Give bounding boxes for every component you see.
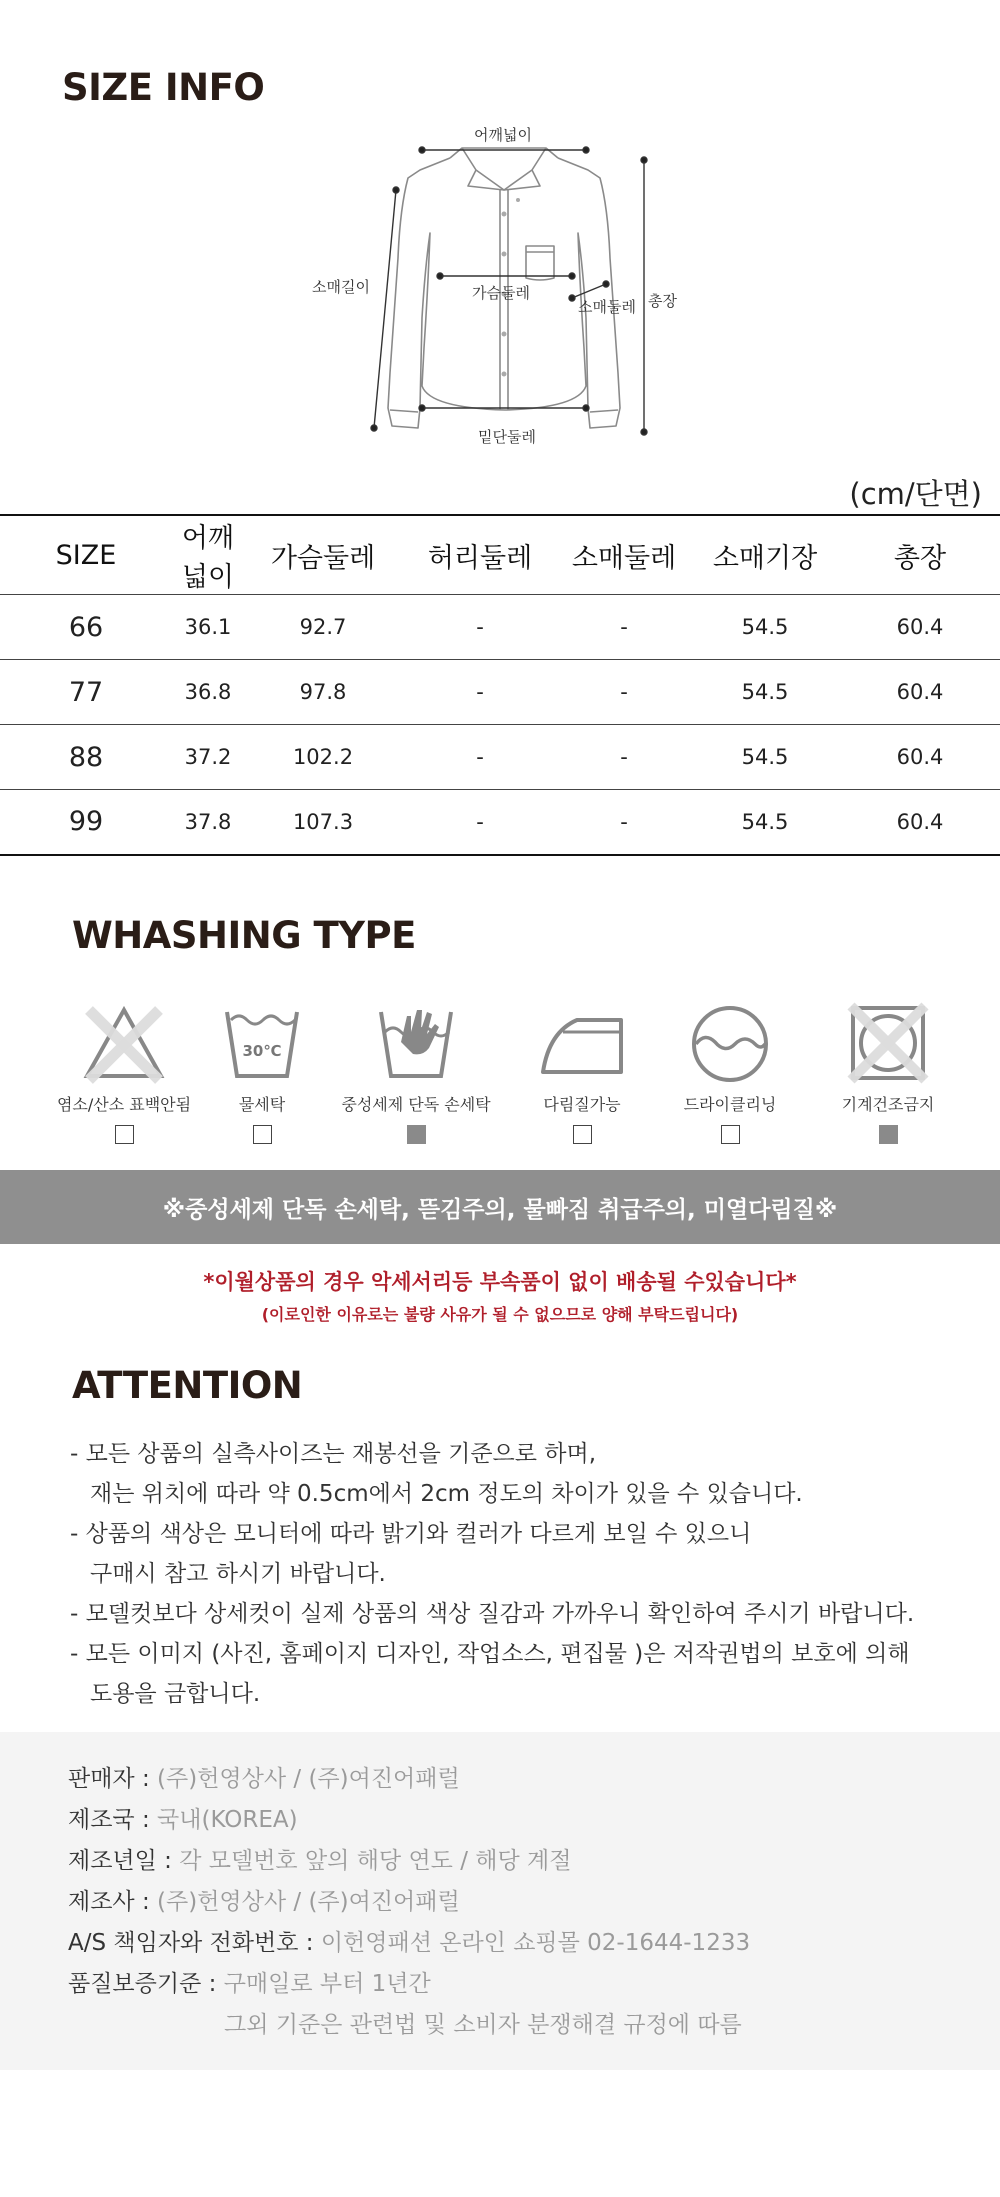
wash-checkbox: [115, 1125, 134, 1144]
info-row-country: [68, 1805, 298, 1835]
cell-sleeve-circ: -: [558, 790, 690, 855]
cell-shoulder: 37.8: [172, 790, 244, 855]
header-waist: 허리둘레: [402, 515, 558, 595]
table-row: [0, 595, 1000, 660]
info-key: 판매자 :: [68, 1766, 158, 1792]
info-row-other-standard: [224, 2010, 742, 2040]
header-chest: 가슴둘레: [244, 515, 402, 595]
attention-line: 재는 위치에 따라 약 0.5cm에서 2cm 정도의 차이가 있을 수 있습니다.: [90, 1481, 803, 1507]
cell-total-length: 60.4: [840, 660, 1000, 725]
seller-info-box: [0, 1732, 1000, 2070]
info-key: 품질보증기준 :: [68, 1971, 224, 1997]
cell-sleeve-circ: -: [558, 725, 690, 790]
no-tumble-dry-icon: [843, 1002, 933, 1086]
cell-sleeve-length: 54.5: [690, 660, 840, 725]
machine-wash-icon: [217, 1002, 307, 1086]
header-sleeve-circ: 소매둘레: [558, 515, 690, 595]
wash-label: 기계건조금지: [841, 1095, 935, 1114]
cell-total-length: 60.4: [840, 725, 1000, 790]
diagram-label-total-length: 총장: [648, 292, 677, 310]
header-total-length: 총장: [840, 515, 1000, 595]
cell-chest: 107.3: [244, 790, 402, 855]
info-value: 이헌영패션 온라인 쇼핑몰 02-1644-1233: [320, 1930, 751, 1956]
attention-line: 구매시 참고 하시기 바랍니다.: [90, 1561, 386, 1587]
hand-wash-icon: [371, 1002, 461, 1086]
info-value: 국내(KOREA): [157, 1807, 298, 1833]
cell-waist: -: [402, 725, 558, 790]
wash-label: 물세탁: [238, 1095, 286, 1114]
wash-checkbox-checked: [879, 1125, 898, 1144]
info-key: 제조국 :: [68, 1807, 158, 1833]
header-size: SIZE: [0, 515, 172, 595]
cell-chest: 97.8: [244, 660, 402, 725]
wash-label: 중성세제 단독 손세탁: [341, 1095, 491, 1114]
cell-total-length: 60.4: [840, 790, 1000, 855]
cell-shoulder: 36.1: [172, 595, 244, 660]
info-row-manufacturer: [68, 1887, 460, 1917]
cell-sleeve-length: 54.5: [690, 595, 840, 660]
wash-checkbox: [253, 1125, 272, 1144]
diagram-label-sleeve-length: 소매길이: [312, 278, 370, 296]
info-row-as-contact: [68, 1928, 750, 1958]
attention-line: 도용을 금합니다.: [90, 1681, 261, 1707]
info-row-warranty: [68, 1969, 431, 1999]
wash-checkbox: [573, 1125, 592, 1144]
info-key: A/S 책임자와 전화번호 :: [68, 1930, 321, 1956]
table-row: [0, 725, 1000, 790]
wash-temp: 30℃: [242, 1042, 282, 1060]
info-value: 구매일로 부터 1년간: [223, 1971, 431, 1997]
wash-checkbox: [721, 1125, 740, 1144]
cell-shoulder: 37.2: [172, 725, 244, 790]
attention-list: [70, 1434, 970, 1714]
iron-icon: [537, 1002, 627, 1086]
care-banner: ※중성세제 단독 손세탁, 뜯김주의, 물빠짐 취급주의, 미열다림질※: [0, 1170, 1000, 1244]
cell-sleeve-length: 54.5: [690, 725, 840, 790]
diagram-label-chest: 가슴둘레: [472, 284, 530, 302]
wash-label: 드라이클리닝: [683, 1095, 777, 1114]
cell-size: 88: [0, 725, 172, 790]
wash-label: 다림질가능: [543, 1095, 621, 1114]
table-row: [0, 790, 1000, 855]
wash-item-hand-wash: [336, 1002, 496, 1144]
wash-item-iron: [502, 1002, 662, 1144]
attention-line: - 모델컷보다 상세컷이 실제 상품의 색상 질감과 가까우니 확인하여 주시기 바랍니다.: [70, 1601, 915, 1627]
cell-waist: -: [402, 660, 558, 725]
diagram-label-sleeve-circ: 소매둘레: [578, 298, 636, 316]
info-key: 제조사 :: [68, 1889, 158, 1915]
cell-size: 99: [0, 790, 172, 855]
attention-line: - 상품의 색상은 모니터에 따라 밝기와 컬러가 다르게 보일 수 있으니: [70, 1521, 752, 1547]
notice-line-1: *이월상품의 경우 악세서리등 부속품이 없이 배송될 수있습니다*: [203, 1270, 797, 1294]
cell-chest: 92.7: [244, 595, 402, 660]
cell-sleeve-circ: -: [558, 595, 690, 660]
wash-item-no-tumble-dry: [808, 1002, 968, 1144]
shirt-diagram: [290, 118, 710, 458]
info-row-date: [68, 1846, 571, 1876]
cell-total-length: 60.4: [840, 595, 1000, 660]
dry-clean-icon: [685, 1002, 775, 1086]
attention-title: ATTENTION: [72, 1364, 303, 1407]
table-header-row: [0, 515, 1000, 595]
attention-line: - 모든 상품의 실측사이즈는 재봉선을 기준으로 하며,: [70, 1441, 597, 1467]
cell-size: 66: [0, 595, 172, 660]
washing-type-title: WHASHING TYPE: [72, 914, 416, 957]
info-value: (주)헌영상사 / (주)여진어패럴: [157, 1766, 460, 1792]
attention-line: - 모든 이미지 (사진, 홈페이지 디자인, 작업소스, 편집물 )은 저작권법의 보호에 의해: [70, 1641, 910, 1667]
wash-label: 염소/산소 표백안됨: [56, 1095, 192, 1114]
cell-sleeve-length: 54.5: [690, 790, 840, 855]
info-value: (주)헌영상사 / (주)여진어패럴: [157, 1889, 460, 1915]
table-row: [0, 660, 1000, 725]
size-info-title: SIZE INFO: [62, 66, 265, 109]
cell-waist: -: [402, 595, 558, 660]
diagram-label-hem: 밑단둘레: [478, 428, 536, 446]
wash-item-machine-wash: [182, 1002, 342, 1144]
cell-sleeve-circ: -: [558, 660, 690, 725]
cell-size: 77: [0, 660, 172, 725]
cell-chest: 102.2: [244, 725, 402, 790]
notice-line-2: (이로인한 이유로는 불량 사유가 될 수 없으므로 양해 부탁드립니다): [261, 1305, 739, 1324]
info-value: 그외 기준은 관련법 및 소비자 분쟁해결 규정에 따름: [224, 2012, 742, 2038]
cell-shoulder: 36.8: [172, 660, 244, 725]
wash-item-dry-clean: [650, 1002, 810, 1144]
diagram-label-shoulder: 어깨넓이: [474, 126, 532, 144]
header-sleeve-length: 소매기장: [690, 515, 840, 595]
cell-waist: -: [402, 790, 558, 855]
no-bleach-icon: [79, 1002, 169, 1086]
attention-item: [70, 1434, 970, 1514]
attention-item: [70, 1514, 970, 1594]
info-value: 각 모델번호 앞의 해당 연도 / 해당 계절: [179, 1848, 572, 1874]
unit-label: (cm/단면): [849, 477, 982, 511]
wash-checkbox-checked: [407, 1125, 426, 1144]
size-table: [0, 514, 1000, 856]
info-key: 제조년일 :: [68, 1848, 180, 1874]
attention-item: [70, 1634, 970, 1714]
header-shoulder: 어깨넓이: [172, 515, 244, 595]
attention-item: [70, 1594, 970, 1634]
info-row-seller: [68, 1764, 460, 1794]
wash-item-no-bleach: [44, 1002, 204, 1144]
